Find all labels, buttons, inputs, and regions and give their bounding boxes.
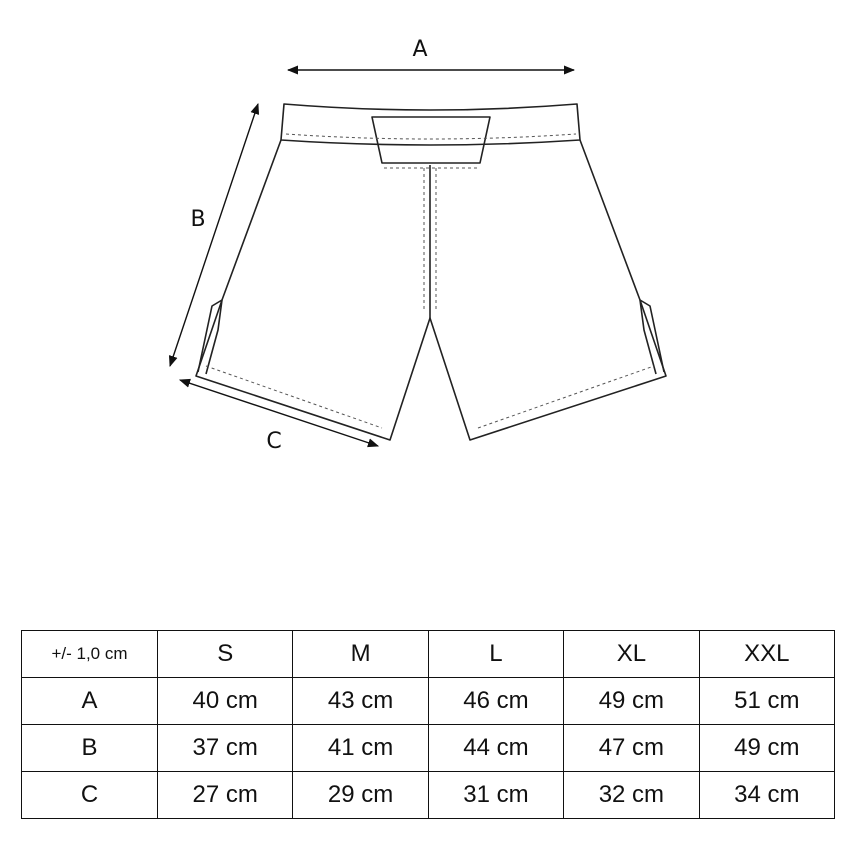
size-header: M	[293, 631, 428, 678]
table-cell: 47 cm	[564, 725, 699, 772]
table-cell: 51 cm	[699, 678, 834, 725]
table-cell: 49 cm	[699, 725, 834, 772]
size-table	[21, 630, 835, 819]
size-header: L	[428, 631, 563, 678]
row-label: C	[22, 772, 158, 819]
table-cell: 29 cm	[293, 772, 428, 819]
table-cell: 27 cm	[158, 772, 293, 819]
size-header: XL	[564, 631, 699, 678]
shorts-outline	[196, 104, 666, 440]
table-cell: 31 cm	[428, 772, 563, 819]
table-cell: 41 cm	[293, 725, 428, 772]
table-header-row	[22, 631, 835, 678]
table-row	[22, 725, 835, 772]
dimension-c-label: C	[266, 429, 282, 454]
table-cell: 37 cm	[158, 725, 293, 772]
size-header: S	[158, 631, 293, 678]
table-row	[22, 678, 835, 725]
table-cell: 40 cm	[158, 678, 293, 725]
dimension-b-line	[170, 104, 258, 366]
table-cell: 32 cm	[564, 772, 699, 819]
table-row	[22, 772, 835, 819]
table-cell: 46 cm	[428, 678, 563, 725]
row-label: B	[22, 725, 158, 772]
dimension-b-label: B	[190, 207, 206, 232]
row-label: A	[22, 678, 158, 725]
table-cell: 49 cm	[564, 678, 699, 725]
tolerance-cell: +/- 1,0 cm	[22, 631, 158, 678]
table-cell: 44 cm	[428, 725, 563, 772]
table-cell: 34 cm	[699, 772, 834, 819]
dimension-a-label: A	[412, 37, 428, 62]
size-header: XXL	[699, 631, 834, 678]
table-cell: 43 cm	[293, 678, 428, 725]
